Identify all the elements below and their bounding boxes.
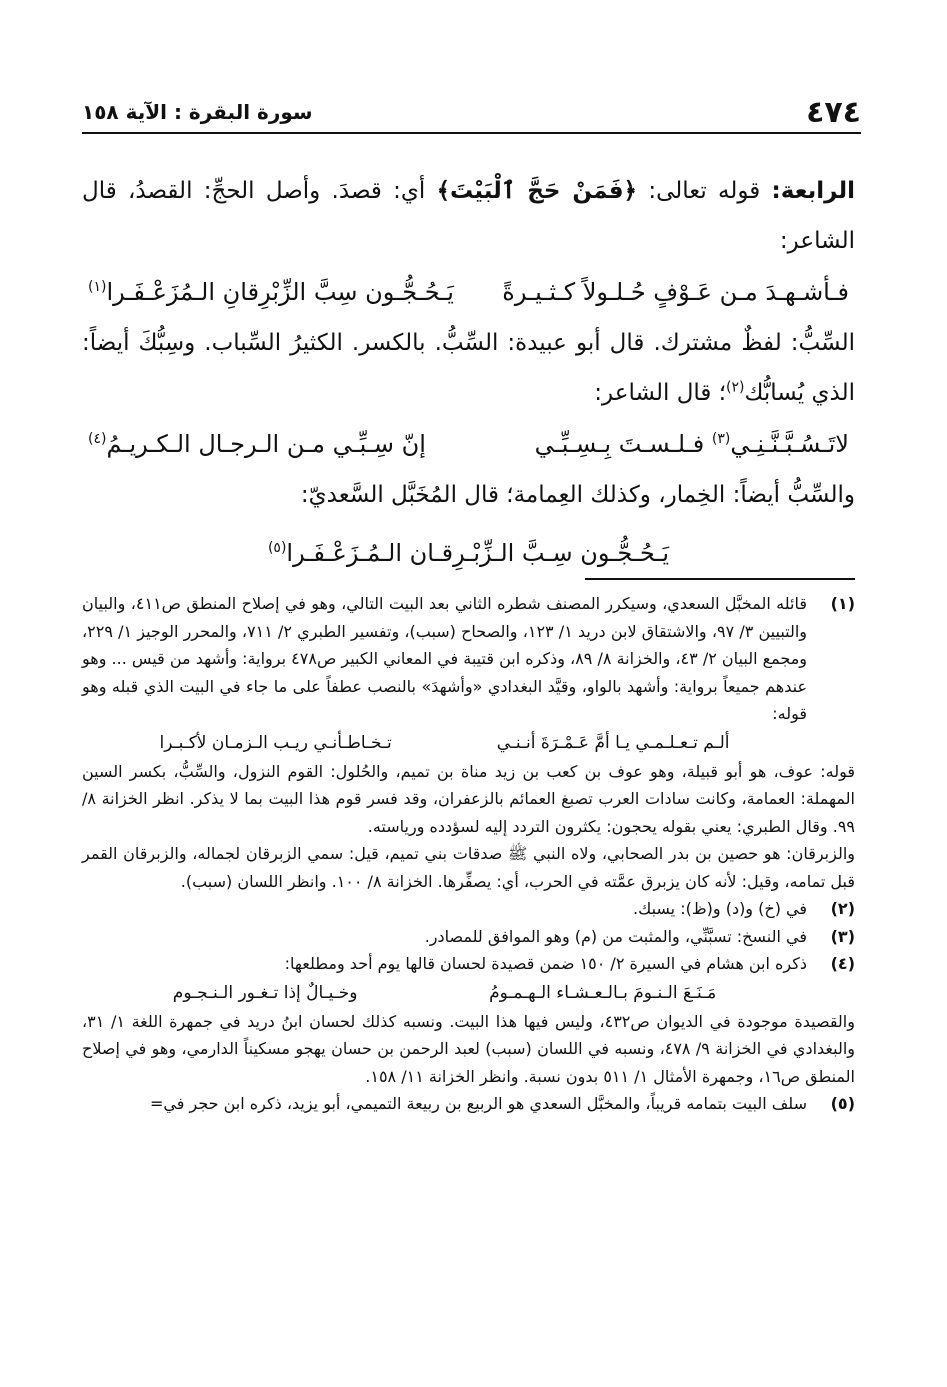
paragraph-2-end: ؛ قال الشاعر: xyxy=(594,380,727,406)
footnote-4-continued: والقصيدة موجودة في الديوان ص٤٣٢، وليس فيها هذا البيت. ونسبه كذلك لحسان ابنُ دريد في جمهرة اللغة ١/ ٣١، والبغدادي في الخزانة ٩/ ٤٧٨، ونسبه في اللسان (سبب) لعبد الرحمن بن حسان يهجو مسكيناً الدارمي، وهو في إصلاح المنطق ص١٦، وجمهرة الأمثال ١/ ٥١١ بدون نسبة. وانظر الخزانة ١١/ ١٥٨. xyxy=(82,1011,856,1086)
verse-1-second-hemistich: يَـحُـجُّـون سِبَّ الزِّبْرِقانِ الـمُزَعْـفَـرا xyxy=(106,278,454,306)
footnotes xyxy=(82,590,855,1118)
footnote-text: في النسخ: تسبَّنِّي، والمثبت من (م) وهو الموافق للمصادر. xyxy=(424,926,807,946)
footnote-4 xyxy=(82,950,855,1008)
footnote-verse xyxy=(82,978,807,1008)
footnote-verse-first: مَـنَـعَ الـنـومَ بـالـعـشـاء الـهـمـومُ xyxy=(489,982,717,1003)
footnote-text: ذكره ابن هشام في السيرة ٢/ ١٥٠ ضمن قصيدة لحسان قالها يوم أحد ومطلعها: xyxy=(284,954,807,973)
page-header xyxy=(82,92,861,134)
footnote-text: قائله المخبَّل السعدي، وسيكرر المصنف شطره الثاني بعد البيت التالي، وهو في إصلاح المنطق ص٤١١، والبيان والتبيين ٣/ ٩٧، والاشتقاق لابن دريد ١/ ١٢٣، والصحاح (سبب)، وتفسير الطبري ٢/ ٧١١، والمحرر الوجيز ١/ ٢٢٩، ومجمع البيان ٢/ ٤٣، والخزانة ٨/ ٨٩، وذكره ابن قتيبة في المعاني الكبير ص٤٧٨ برواية: وأشهد من قيس ... وهو عندهم جميعاً برواية: وأشهد بالواو، وقيَّد البغدادي «وأشهدَ» بالنصب عطفاً على ما جاء في البيت الذي قبله وهو قوله: xyxy=(82,594,808,723)
footnote-1-continued-2: والزبرقان: هو حصين بن بدر الصحابي، ولاه النبي ﷺ صدقات بني تميم، قيل: سمي الزبرقان لجماله، والزبرقان القمر قبل تمامه، وقيل: لأنه كان يزبرق عمَّته في الحرب، أي: يصفِّرها. الخزانة ٨/ ١٠٠. وانظر اللسان (سبب). xyxy=(82,844,855,891)
footnote-ref-1[interactable]: (١) xyxy=(88,279,107,295)
footnote-number: (١) xyxy=(830,594,855,613)
footnote-ref-4[interactable]: (٤) xyxy=(88,431,107,447)
footnote-number: (٤) xyxy=(830,954,855,973)
footnote-2 xyxy=(82,895,855,923)
paragraph-3 xyxy=(82,470,855,520)
paragraph-3-text: والسِّبُّ أيضاً: الخِمار، وكذلك العِمامة؛ قال المُخَبَّل السَّعديّ: xyxy=(300,482,855,508)
footnote-5 xyxy=(82,1090,855,1118)
paragraph-1-intro: قوله تعالى: xyxy=(648,178,761,204)
paragraph-1 xyxy=(82,166,855,266)
poem-verse-2 xyxy=(82,418,855,470)
footnote-ref-3[interactable]: (٣) xyxy=(711,431,731,447)
footnote-ref-5[interactable]: (٥) xyxy=(267,540,287,556)
footnote-1-continued: قوله: عوف، هو أبو قبيلة، وهو عوف بن كعب بن زيد مناة بن تميم، والحُلول: القوم النزول، والسِّبُّ، بكسر السين المهملة: العمامة، وكانت سادات العرب تصبغ العمائم بالزعفران، وقد فسر قوم هذا البيت بما لا يذكر. انظر الخزانة ٨/ ٩٩. وقال الطبري: يعني بقوله يحجون: يكثرون التردد إليه لسؤدده ورياسته. xyxy=(82,761,855,836)
verse-2-second-hemistich: إنّ سِـبِّـي مـن الـرجـال الـكـريـمُ xyxy=(106,430,426,458)
page-number: ٤٧٤ xyxy=(806,94,861,130)
section-label: الرابعة: xyxy=(771,178,856,204)
footnote-number: (٥) xyxy=(830,1094,855,1113)
footnote-number: (٢) xyxy=(830,899,855,918)
running-title: سورة البقرة : الآية ١٥٨ xyxy=(82,100,313,124)
footnote-number: (٣) xyxy=(830,926,855,946)
footnote-text: سلف البيت بتمامه قريباً، والمخبَّل السعدي هو الربيع بن ربيعة التميمي، أبو يزيد، ذكره ابن حجر في= xyxy=(150,1094,807,1113)
footnote-verse-first: ألـم تـعـلـمـي يـا أمَّ عَـمْـرَةَ أنـنـي xyxy=(496,732,730,753)
footnote-3 xyxy=(82,923,855,951)
paragraph-2 xyxy=(82,318,855,418)
quran-quote: ﴿فَمَنْ حَجَّ ٱلْبَيْتَ﴾ xyxy=(436,178,638,204)
paragraph-1-text: أي: قصدَ. وأصل الحجِّ: القصدُ، قال الشاعر: xyxy=(82,178,855,254)
verse-2-first-hemistich: لاتَـسُـبَّـنَّـنِـي xyxy=(730,430,849,458)
footnote-verse xyxy=(82,728,807,758)
footnote-separator xyxy=(585,578,855,580)
main-text xyxy=(82,166,855,582)
footnote-text: في (خ) و(د) و(ظ): يسبك. xyxy=(633,899,807,918)
verse-3-text: يَـحُـجُّـون سِـبَّ الـزِّبْـرِقـان الـمُـزَعْـفَـرا xyxy=(286,539,670,567)
footnote-verse-second: وخـيـالٌ إذا تـغـور الـنـجـوم xyxy=(172,982,358,1003)
footnote-1 xyxy=(82,590,855,758)
poem-verse-3 xyxy=(82,524,855,582)
footnote-verse-second: تـخـاطـأنـي ريـب الـزمـان لأكـبـرا xyxy=(159,732,392,753)
verse-1-first-hemistich: فـأشـهـدَ مـن عَـوْفٍ حُـلـولاً كـثـيـرةً xyxy=(502,278,849,306)
poem-verse-1 xyxy=(82,266,855,318)
verse-2-first-hemistich-end: فـلـسـتَ بِـسِـبِّـي xyxy=(534,430,705,458)
paragraph-2-text: السِّبُّ: لفظٌ مشترك. قال أبو عبيدة: السِّبُّ. بالكسر. الكثيرُ السِّباب. وسِبُّكَ أيضاً: الذي يُسابُّك xyxy=(82,330,855,406)
footnote-ref-2[interactable]: (٢) xyxy=(726,379,745,396)
